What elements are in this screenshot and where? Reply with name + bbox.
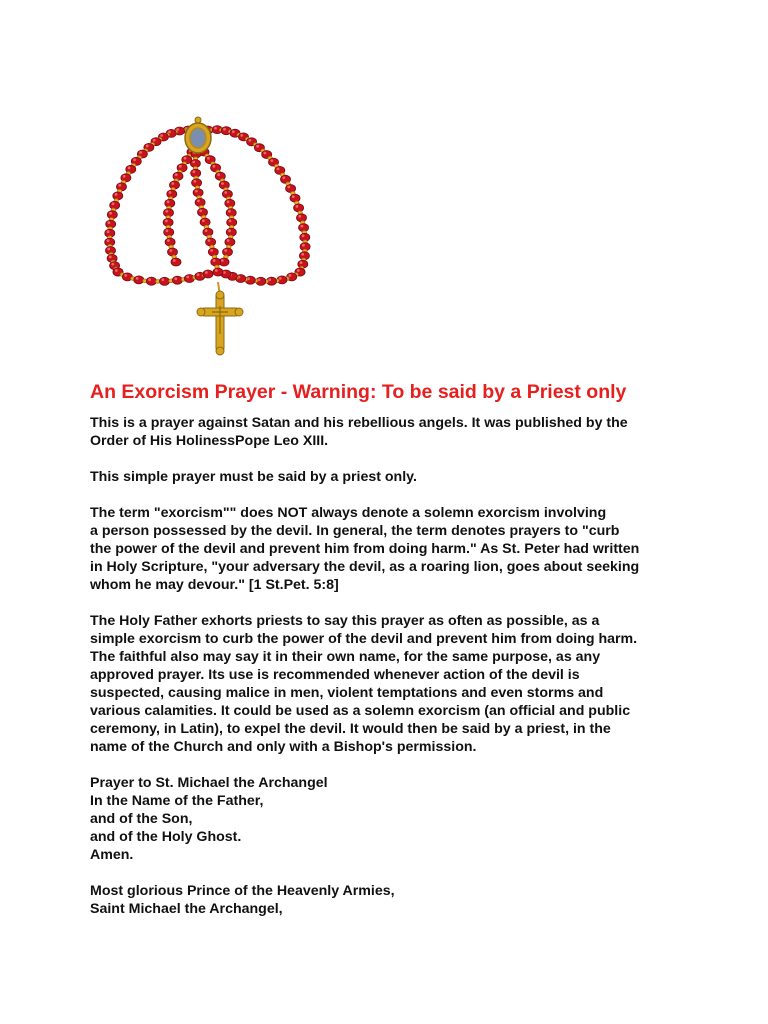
text-line: the power of the devil and prevent him from doing harm." As St. Peter had written — [90, 541, 640, 557]
text-line: suspected, causing malice in men, violent temptations and even storms and — [90, 685, 604, 701]
crucifix-icon — [197, 282, 243, 355]
rosary-center-medal — [185, 117, 211, 153]
text-line: In the Name of the Father, — [90, 793, 264, 809]
text-line: and of the Holy Ghost. — [90, 829, 242, 845]
text-line: The term "exorcism"" does NOT always denote a solemn exorcism involving — [90, 505, 607, 521]
rosary-bead — [172, 276, 182, 284]
rosary-bead — [113, 192, 123, 200]
rosary-image — [100, 112, 340, 356]
rosary-bead — [223, 248, 233, 256]
rosary-bead — [294, 204, 304, 212]
rosary-bead — [171, 258, 181, 266]
paragraph-exorcism-term — [90, 504, 730, 594]
prayer-body — [90, 414, 730, 936]
page-title: An Exorcism Prayer - Warning: To be said by a Priest only — [90, 381, 627, 403]
paragraph-holy-father — [90, 612, 730, 756]
rosary-bead — [203, 228, 213, 236]
text-line: various calamities. It could be used as a solemn exorcism (an official and public — [90, 703, 631, 719]
text-line: Order of His HolinessPope Leo XIII. — [90, 433, 329, 449]
rosary-bead — [165, 238, 175, 246]
text-line: whom he may devour." [1 St.Pet. 5:8] — [90, 577, 339, 593]
rosary-bead — [213, 268, 223, 276]
text-line: in Holy Scripture, "your adversary the devil, as a roaring lion, goes about seeking — [90, 559, 640, 575]
rosary-bead — [193, 189, 203, 197]
rosary-bead — [225, 238, 235, 246]
paragraph-prayer-opening — [90, 774, 730, 864]
text-line: This is a prayer against Satan and his rebellious angels. It was published by the — [90, 415, 628, 431]
text-line: approved prayer. Its use is recommended whenever action of the devil is — [90, 667, 580, 683]
rosary-bead — [146, 277, 156, 285]
text-line: simple exorcism to curb the power of the devil and prevent him from doing harm. — [90, 631, 638, 647]
rosary-bead — [203, 270, 213, 278]
text-line: Amen. — [90, 847, 134, 863]
text-line: a person possessed by the devil. In general, the term denotes prayers to "curb — [90, 523, 620, 539]
rosary-bead — [208, 248, 218, 256]
text-line: The faithful also may say it in their own name, for the same purpose, as any — [90, 649, 601, 665]
text-line: Saint Michael the Archangel, — [90, 901, 283, 917]
text-line: Most glorious Prince of the Heavenly Armies, — [90, 883, 395, 899]
rosary-bead — [160, 277, 170, 285]
rosary-bead — [168, 248, 178, 256]
text-line: name of the Church and only with a Bishop's permission. — [90, 739, 477, 755]
text-line: The Holy Father exhorts priests to say this prayer as often as possible, as a — [90, 613, 600, 629]
rosary-bead — [206, 238, 216, 246]
rosary-bead — [134, 276, 144, 284]
rosary-bead — [297, 214, 307, 222]
rosary-bead — [198, 208, 208, 216]
paragraph-prayer-invocation — [90, 882, 730, 918]
text-line: Prayer to St. Michael the Archangel — [90, 775, 328, 791]
text-line: This simple prayer must be said by a priest only. — [90, 469, 417, 485]
rosary-bead — [211, 258, 221, 266]
text-line: and of the Son, — [90, 811, 193, 827]
rosary-bead — [195, 198, 205, 206]
rosary-bead — [200, 218, 210, 226]
paragraph-priest-only — [90, 468, 730, 486]
text-line: ceremony, in Latin), to expel the devil. It would then be said by a priest, in the — [90, 721, 611, 737]
paragraph-intro — [90, 414, 730, 450]
rosary-bead — [290, 194, 300, 202]
